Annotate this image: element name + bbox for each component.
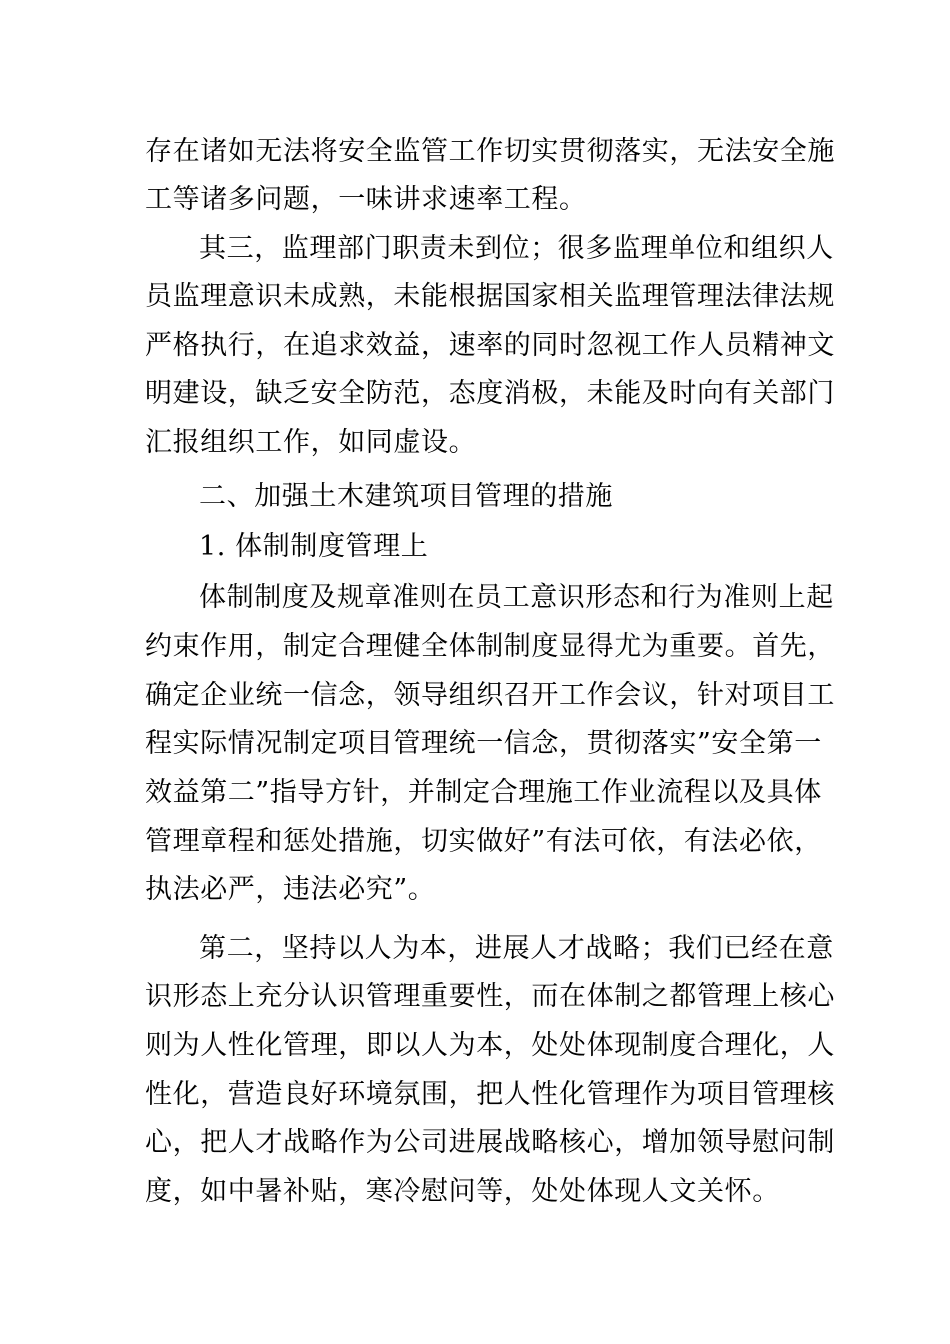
text-line: 汇报组织工作，如同虚设。 <box>145 427 477 458</box>
text-line: 则为人性化管理，即以人为本，处处体现制度合理化，人 <box>145 1030 835 1061</box>
text-line: 严格执行，在追求效益，速率的同时忽视工作人员精神文 <box>145 330 835 361</box>
text-line: 心，把人才战略作为公司进展战略核心，增加领导慰问制 <box>145 1127 835 1158</box>
text-line: 体制制度及规章准则在员工意识形态和行为准则上起 <box>199 582 834 613</box>
text-line: 识形态上充分认识管理重要性，而在体制之都管理上核心 <box>145 981 835 1012</box>
text-line: 存在诸如无法将安全监管工作切实贯彻落实，无法安全施 <box>145 136 835 167</box>
text-line: 约束作用，制定合理健全体制制度显得尤为重要。首先， <box>145 631 835 662</box>
text-line: 执法必严，违法必究”。 <box>145 874 436 905</box>
text-line: 性化，营造良好环境氛围，把人性化管理作为项目管理核 <box>145 1079 835 1110</box>
text-line: 明建设，缺乏安全防范，态度消极，未能及时向有关部门 <box>145 378 835 409</box>
text-line: 其三，监理部门职责未到位；很多监理单位和组织人 <box>199 233 834 264</box>
section-heading: 二、加强土木建筑项目管理的措施 <box>199 481 613 512</box>
text-line: 工等诸多问题，一味讲求速率工程。 <box>145 184 587 215</box>
text-line: 确定企业统一信念，领导组织召开工作会议，针对项目工 <box>145 680 835 711</box>
text-line: 度，如中暑补贴，寒冷慰问等，处处体现人文关怀。 <box>145 1176 780 1207</box>
text-line: 管理章程和惩处措施，切实做好”有法可依，有法必依， <box>145 826 822 857</box>
text-line: 效益第二”指导方针，并制定合理施工作业流程以及具体 <box>145 777 822 808</box>
subsection-heading: 1. 体制制度管理上 <box>199 531 429 562</box>
text-line: 第二，坚持以人为本，进展人才战略；我们已经在意 <box>199 933 834 964</box>
text-line: 员监理意识未成熟，未能根据国家相关监理管理法律法规 <box>145 281 835 312</box>
text-line: 程实际情况制定项目管理统一信念，贯彻落实”安全第一 <box>145 728 822 759</box>
